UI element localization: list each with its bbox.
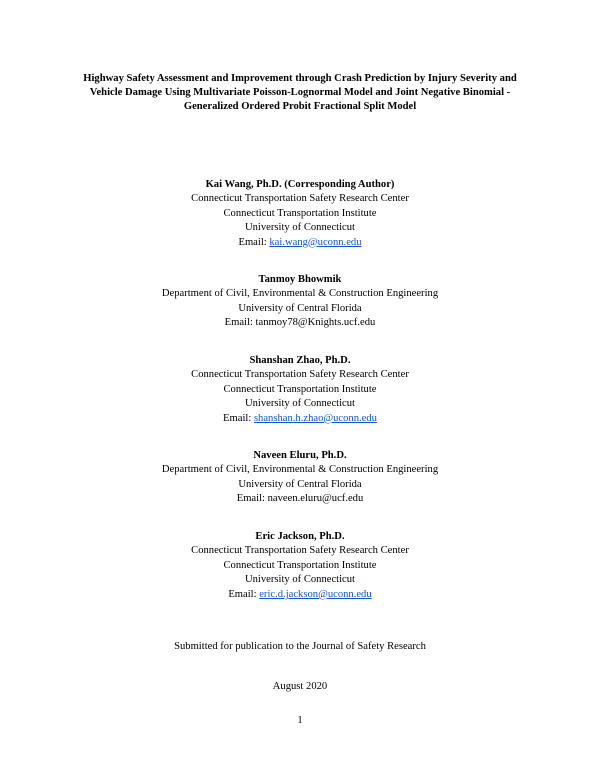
author-email-line <box>60 412 540 426</box>
author-email: tanmoy78@Knights.ucf.edu <box>255 317 376 329</box>
author-name: Shanshan Zhao, Ph.D. <box>249 355 351 366</box>
author-email-link[interactable]: shanshan.h.zhao@uconn.edu <box>253 412 377 424</box>
author-affiliation: University of Central Florida <box>238 478 362 490</box>
author-block <box>60 354 540 426</box>
author-affiliation: University of Connecticut <box>244 222 356 234</box>
author-email-link[interactable]: kai.wang@uconn.edu <box>269 236 362 248</box>
author-block <box>60 273 540 331</box>
author-email-line <box>60 316 540 330</box>
email-label: Email: <box>238 236 270 248</box>
paper-title-text: Highway Safety Assessment and Improvement through Crash Prediction by Injury Severity and Vehicle Damage Using Multivariate Poisson-Lognormal Model and Joint Negative Binomial - Generalized Ordered Probit Fractional Split Model <box>83 73 517 112</box>
author-affiliation: University of Connecticut <box>244 574 356 586</box>
author-email-line <box>60 588 540 602</box>
author-name: Naveen Eluru, Ph.D. <box>253 450 347 461</box>
author-affiliation: Connecticut Transportation Institute <box>223 383 377 395</box>
author-name: Eric Jackson, Ph.D. <box>255 531 345 542</box>
author-block <box>60 449 540 507</box>
author-affiliation: University of Connecticut <box>244 398 356 410</box>
email-label: Email: <box>223 412 254 424</box>
author-block <box>60 178 540 250</box>
email-label: Email: <box>236 493 268 505</box>
author-affiliation: Connecticut Transportation Institute <box>223 207 377 219</box>
author-block <box>60 530 540 602</box>
email-label: Email: <box>228 588 260 600</box>
author-affiliation: Department of Civil, Environmental & Construction Engineering <box>161 288 439 300</box>
page-number: 1 <box>297 715 303 726</box>
author-email-line <box>60 492 540 506</box>
author-affiliation: Connecticut Transportation Safety Research Center <box>191 193 409 205</box>
author-affiliation: Connecticut Transportation Safety Research Center <box>191 545 409 557</box>
author-email: naveen.eluru@ucf.edu <box>267 493 364 505</box>
author-email-line <box>60 236 540 250</box>
author-affiliation: Connecticut Transportation Institute <box>223 559 377 571</box>
submission-note: Submitted for publication to the Journal of Safety Research <box>174 641 426 652</box>
author-affiliation: University of Central Florida <box>238 302 362 314</box>
paper-title <box>70 72 530 114</box>
author-email-link[interactable]: eric.d.jackson@uconn.edu <box>259 588 372 600</box>
submission-date: August 2020 <box>272 681 328 692</box>
email-label: Email: <box>224 317 256 329</box>
author-affiliation: Connecticut Transportation Safety Research Center <box>191 369 409 381</box>
author-name: Tanmoy Bhowmik <box>258 274 342 285</box>
author-affiliation: Department of Civil, Environmental & Construction Engineering <box>161 464 439 476</box>
author-name: Kai Wang, Ph.D. (Corresponding Author) <box>205 179 395 190</box>
